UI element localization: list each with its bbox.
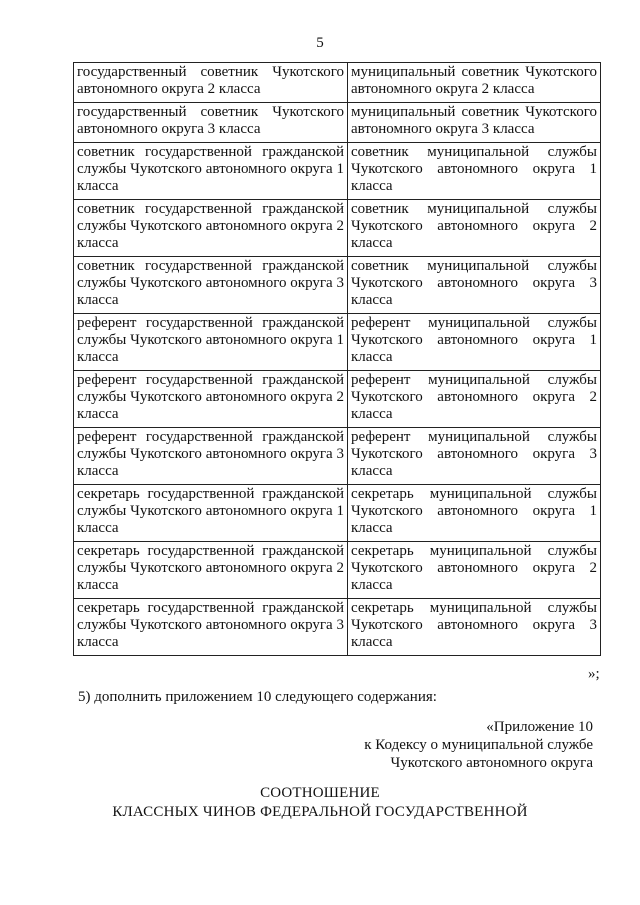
municipal-rank-cell: референт муниципальной службы Чукотского автономного округа 3 класса: [348, 428, 601, 485]
state-rank-cell: советник государственной гражданской службы Чукотского автономного округа 3 класса: [74, 257, 348, 314]
appendix-header: [364, 718, 593, 772]
table-row: [74, 371, 601, 428]
state-rank-cell: секретарь государственной гражданской службы Чукотского автономного округа 2 класса: [74, 542, 348, 599]
table-row: [74, 103, 601, 143]
title-line: КЛАССНЫХ ЧИНОВ ФЕДЕРАЛЬНОЙ ГОСУДАРСТВЕННОЙ: [112, 804, 528, 820]
municipal-rank-cell: референт муниципальной службы Чукотского автономного округа 1 класса: [348, 314, 601, 371]
municipal-rank-cell: секретарь муниципальной службы Чукотского автономного округа 3 класса: [348, 599, 601, 656]
municipal-rank-cell: муниципальный советник Чукотского автономного округа 2 класса: [348, 63, 601, 103]
title-line: СООТНОШЕНИЕ: [260, 785, 380, 801]
municipal-rank-cell: муниципальный советник Чукотского автономного округа 3 класса: [348, 103, 601, 143]
municipal-rank-cell: советник муниципальной службы Чукотского автономного округа 1 класса: [348, 143, 601, 200]
state-rank-cell: секретарь государственной гражданской службы Чукотского автономного округа 1 класса: [74, 485, 348, 542]
appendix-line: к Кодексу о муниципальной службе: [364, 737, 593, 753]
page-number: 5: [316, 35, 324, 51]
municipal-rank-cell: советник муниципальной службы Чукотского автономного округа 3 класса: [348, 257, 601, 314]
table-row: [74, 542, 601, 599]
state-rank-cell: секретарь государственной гражданской службы Чукотского автономного округа 3 класса: [74, 599, 348, 656]
state-rank-cell: референт государственной гражданской службы Чукотского автономного округа 2 класса: [74, 371, 348, 428]
state-rank-cell: референт государственной гражданской службы Чукотского автономного округа 3 класса: [74, 428, 348, 485]
amendment-item-5: 5) дополнить приложением 10 следующего содержания:: [78, 689, 437, 705]
rank-correspondence-table: [73, 62, 601, 656]
state-rank-cell: государственный советник Чукотского автономного округа 2 класса: [74, 63, 348, 103]
appendix-line: «Приложение 10: [486, 719, 593, 735]
table-row: [74, 485, 601, 542]
table-row: [74, 257, 601, 314]
table-row: [74, 599, 601, 656]
table-row: [74, 314, 601, 371]
table-row: [74, 143, 601, 200]
state-rank-cell: государственный советник Чукотского автономного округа 3 класса: [74, 103, 348, 143]
state-rank-cell: референт государственной гражданской службы Чукотского автономного округа 1 класса: [74, 314, 348, 371]
municipal-rank-cell: секретарь муниципальной службы Чукотского автономного округа 1 класса: [348, 485, 601, 542]
municipal-rank-cell: референт муниципальной службы Чукотского автономного округа 2 класса: [348, 371, 601, 428]
municipal-rank-cell: секретарь муниципальной службы Чукотского автономного округа 2 класса: [348, 542, 601, 599]
state-rank-cell: советник государственной гражданской службы Чукотского автономного округа 2 класса: [74, 200, 348, 257]
appendix-line: Чукотского автономного округа: [390, 755, 593, 771]
table-body: [74, 63, 601, 656]
document-title: [0, 784, 640, 822]
table-row: [74, 200, 601, 257]
table-row: [74, 428, 601, 485]
table-closing-mark: »;: [588, 666, 600, 682]
state-rank-cell: советник государственной гражданской службы Чукотского автономного округа 1 класса: [74, 143, 348, 200]
municipal-rank-cell: советник муниципальной службы Чукотского автономного округа 2 класса: [348, 200, 601, 257]
table-row: [74, 63, 601, 103]
